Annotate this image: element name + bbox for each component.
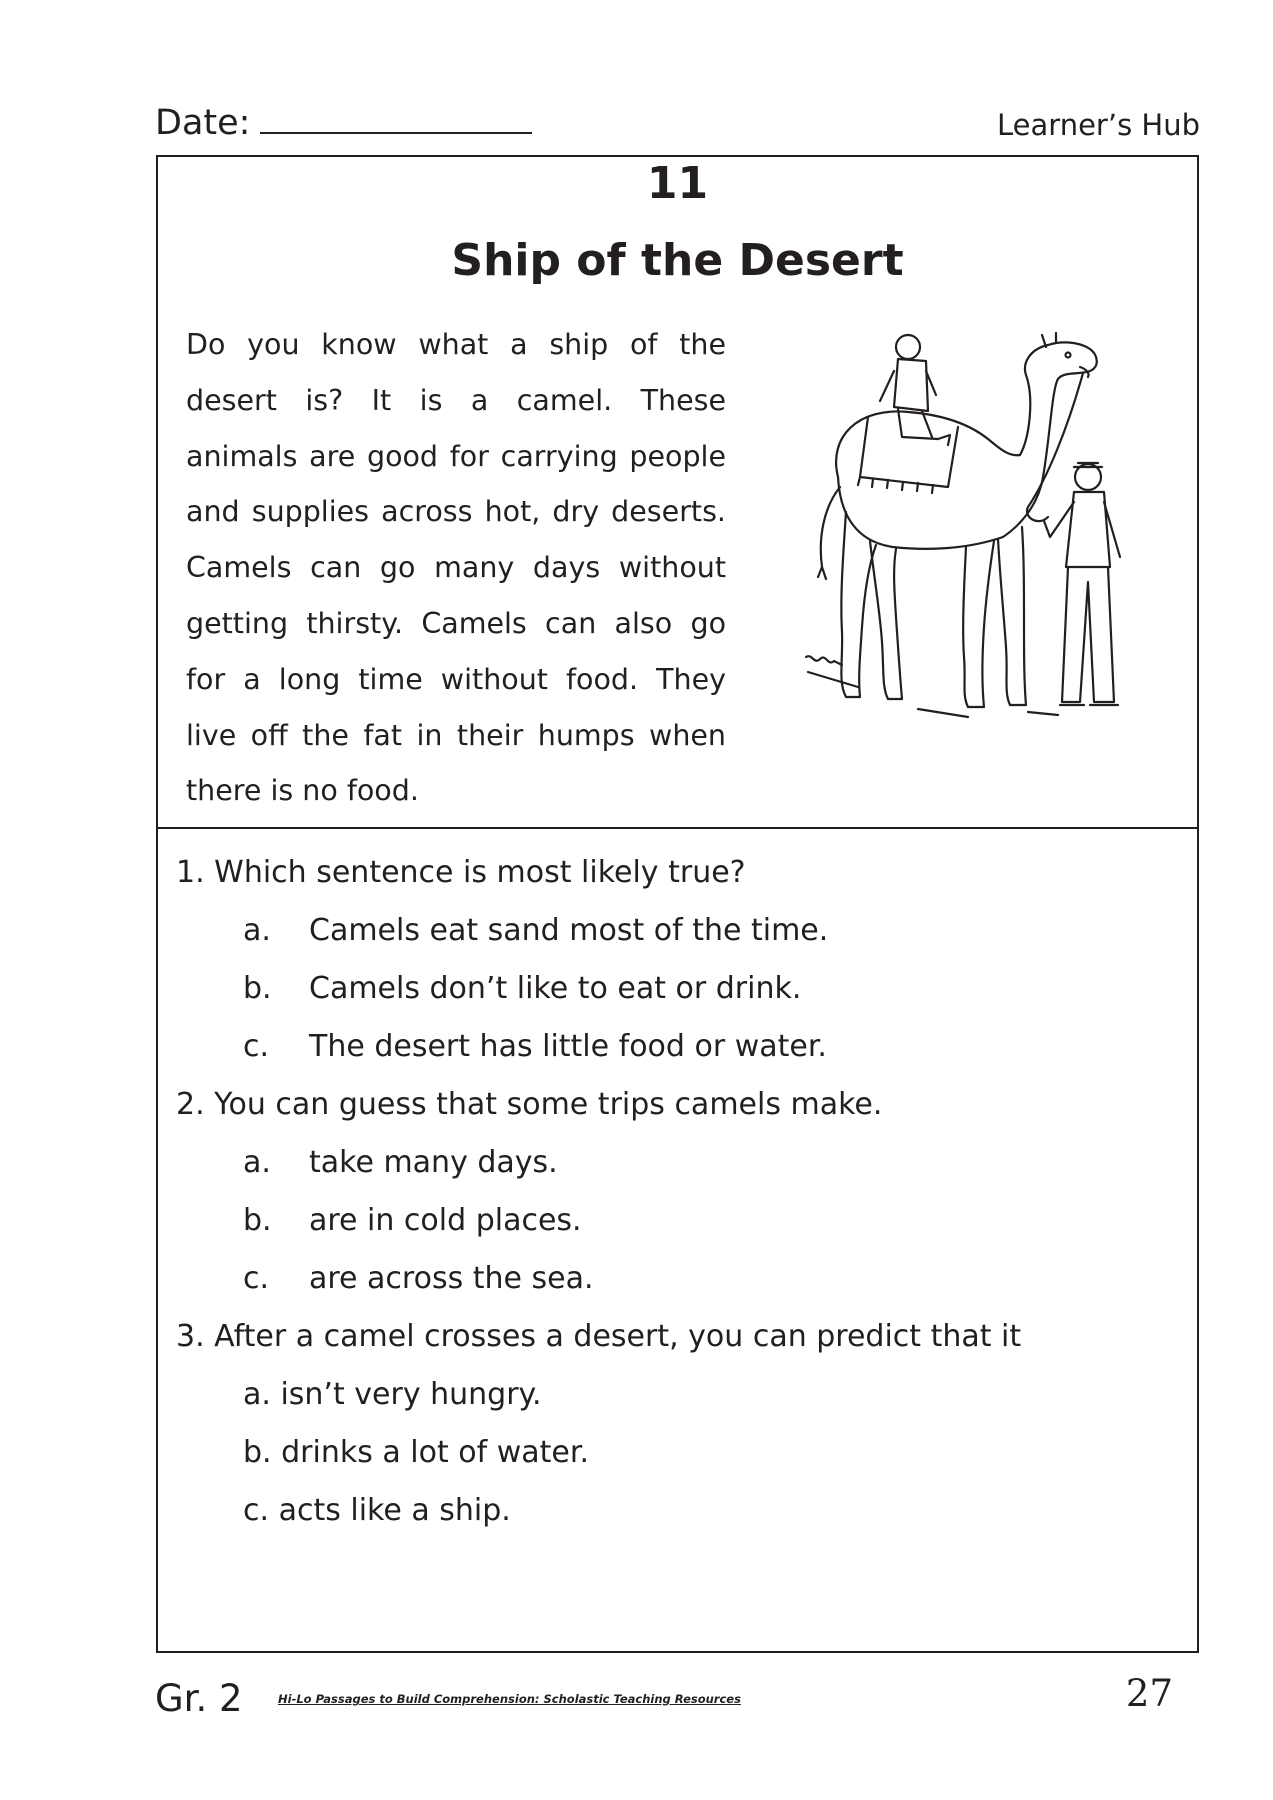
questions-section bbox=[158, 829, 1197, 1651]
question-2-option-a[interactable] bbox=[243, 1145, 558, 1180]
question-1-option-b[interactable] bbox=[243, 971, 801, 1006]
option-text: take many days. bbox=[309, 1145, 558, 1180]
option-text: are across the sea. bbox=[309, 1261, 594, 1296]
question-3: 3. After a camel crosses a desert, you can predict that it bbox=[176, 1319, 1022, 1354]
passage-title: Ship of the Desert bbox=[451, 235, 904, 286]
question-3-option-a[interactable]: a. isn’t very hungry. bbox=[243, 1377, 542, 1412]
passage-text: Do you know what a ship of the desert is? It is a camel. These animals are good for carrying people and supplies across hot, dry deserts. Camels can go many days without getting thirsty. Camels can also go for a long time without food. They live off the fat in their humps when there is no food. bbox=[186, 328, 726, 808]
question-3-option-c[interactable]: c. acts like a ship. bbox=[243, 1493, 511, 1528]
passage-number: 11 bbox=[646, 158, 709, 209]
question-2-option-b[interactable] bbox=[243, 1203, 582, 1238]
question-2-option-c[interactable] bbox=[243, 1261, 594, 1296]
option-letter: c. bbox=[243, 1029, 270, 1064]
worksheet-box bbox=[156, 155, 1199, 1653]
question-1-option-c[interactable] bbox=[243, 1029, 827, 1064]
question-2: 2. You can guess that some trips camels make. bbox=[176, 1087, 883, 1122]
question-3-option-b[interactable]: b. drinks a lot of water. bbox=[243, 1435, 589, 1470]
source-citation: Hi-Lo Passages to Build Comprehension: Scholastic Teaching Resources bbox=[278, 1692, 741, 1706]
question-1-option-a[interactable] bbox=[243, 913, 828, 948]
passage-section bbox=[158, 157, 1197, 829]
option-text: The desert has little food or water. bbox=[309, 1029, 827, 1064]
camel-illustration bbox=[798, 327, 1128, 727]
option-text: Camels eat sand most of the time. bbox=[309, 913, 829, 948]
option-letter: b. bbox=[243, 1203, 272, 1238]
brand-name: Learner’s Hub bbox=[997, 108, 1200, 142]
date-label: Date: bbox=[155, 103, 251, 143]
page-number: 27 bbox=[1125, 1672, 1173, 1715]
date-blank-line[interactable] bbox=[260, 98, 532, 134]
option-letter: b. bbox=[243, 971, 272, 1006]
option-letter: a. bbox=[243, 913, 271, 948]
option-letter: c. bbox=[243, 1261, 270, 1296]
option-letter: a. bbox=[243, 1145, 271, 1180]
question-1: 1. Which sentence is most likely true? bbox=[176, 855, 746, 890]
date-field bbox=[155, 98, 532, 143]
option-text: are in cold places. bbox=[309, 1203, 582, 1238]
option-text: Camels don’t like to eat or drink. bbox=[309, 971, 802, 1006]
grade-label: Gr. 2 bbox=[155, 1677, 243, 1720]
